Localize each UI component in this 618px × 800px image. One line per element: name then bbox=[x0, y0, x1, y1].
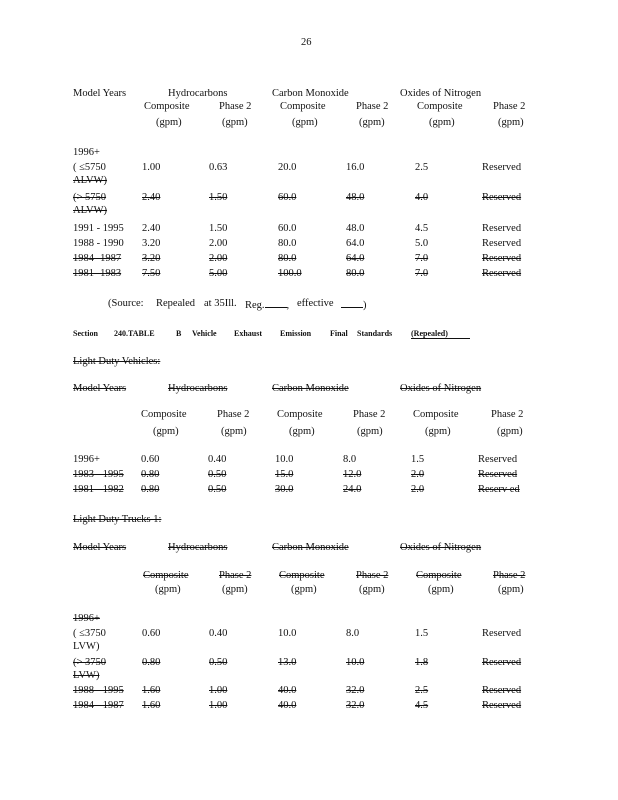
table-cell: Reserv ed bbox=[478, 484, 520, 495]
table-cell: 2.40 bbox=[142, 192, 161, 203]
header-carbon-monoxide: Carbon Monoxide bbox=[272, 88, 349, 99]
section-label: Section bbox=[73, 329, 98, 338]
row-label: 1984 -1987 bbox=[73, 253, 122, 264]
header-phase2: Phase 2 bbox=[493, 570, 526, 581]
table-cell: 10.0 bbox=[278, 628, 297, 639]
table-cell: 40.0 bbox=[278, 700, 297, 711]
table-cell: 0.63 bbox=[209, 162, 228, 173]
table-cell: 0.40 bbox=[209, 628, 228, 639]
table-cell: 3.20 bbox=[142, 253, 161, 264]
header-phase2: Phase 2 bbox=[493, 101, 526, 112]
table-cell: 0.40 bbox=[208, 454, 227, 465]
table-cell: 0.80 bbox=[141, 484, 160, 495]
header-composite: Composite bbox=[280, 101, 326, 112]
table-cell: 1.00 bbox=[209, 685, 228, 696]
table-cell: 1.5 bbox=[415, 628, 429, 639]
section-standards: Standards bbox=[357, 329, 393, 338]
table-cell: 4.5 bbox=[415, 700, 429, 711]
section-final: Final bbox=[330, 329, 348, 338]
blank-line bbox=[265, 298, 287, 308]
header-model-years: Model Years bbox=[73, 88, 127, 99]
table-cell: 8.0 bbox=[343, 454, 357, 465]
ldt-title: Light Duty Trucks 1: bbox=[73, 514, 162, 525]
row-label: 1988 - 1995 bbox=[73, 685, 124, 696]
header-gpm: (gpm) bbox=[289, 426, 315, 437]
header-gpm: (gpm) bbox=[221, 426, 247, 437]
header-gpm: (gpm) bbox=[498, 584, 524, 595]
table-cell: 0.80 bbox=[141, 469, 160, 480]
table-cell: Reserved bbox=[478, 469, 518, 480]
table-cell: 2.5 bbox=[415, 162, 429, 173]
header-hydrocarbons: Hydrocarbons bbox=[168, 542, 228, 553]
table-cell: 1.8 bbox=[415, 657, 429, 668]
section-vehicle: Vehicle bbox=[192, 329, 217, 338]
page-number: 26 bbox=[301, 37, 312, 48]
header-composite: Composite bbox=[143, 570, 189, 581]
row-label: ( ≤3750 bbox=[73, 628, 106, 639]
table-cell: 0.80 bbox=[142, 657, 161, 668]
header-oxides-nitrogen: Oxides of Nitrogen bbox=[400, 88, 482, 99]
header-phase2: Phase 2 bbox=[353, 409, 386, 420]
table-cell: Reserved bbox=[482, 657, 522, 668]
table-cell: 32.0 bbox=[346, 685, 365, 696]
row-label: LVW) bbox=[73, 670, 100, 681]
table-cell: 32.0 bbox=[346, 700, 365, 711]
table-cell: 1.5 bbox=[411, 454, 425, 465]
table-cell: 8.0 bbox=[346, 628, 360, 639]
table-cell: 60.0 bbox=[278, 192, 297, 203]
table-cell: 48.0 bbox=[346, 223, 365, 234]
table-cell: 0.50 bbox=[208, 484, 227, 495]
header-gpm: (gpm) bbox=[359, 584, 385, 595]
table-cell: 4.0 bbox=[415, 192, 429, 203]
table-cell: 100.0 bbox=[278, 268, 302, 279]
row-label: 1981 -1983 bbox=[73, 268, 122, 279]
section-repealed: (Repealed) bbox=[411, 329, 448, 338]
row-label: 1996+ bbox=[73, 454, 100, 465]
table-cell: Reserved bbox=[482, 192, 522, 203]
source-close bbox=[341, 298, 367, 312]
header-gpm: (gpm) bbox=[153, 426, 179, 437]
table-cell: 7.0 bbox=[415, 268, 429, 279]
table-cell: 48.0 bbox=[346, 192, 365, 203]
table-cell: 1.50 bbox=[209, 223, 228, 234]
header-phase2: Phase 2 bbox=[491, 409, 524, 420]
row-label: 1996+ bbox=[73, 147, 100, 158]
header-composite: Composite bbox=[416, 570, 462, 581]
header-gpm: (gpm) bbox=[498, 117, 524, 128]
table-cell: 1.50 bbox=[209, 192, 228, 203]
table-cell: 20.0 bbox=[278, 162, 297, 173]
row-label: 1983 - 1995 bbox=[73, 469, 124, 480]
header-gpm: (gpm) bbox=[155, 584, 181, 595]
table-cell: 2.0 bbox=[411, 469, 425, 480]
header-gpm: (gpm) bbox=[357, 426, 383, 437]
table-cell: 15.0 bbox=[275, 469, 294, 480]
table-cell: Reserved bbox=[482, 238, 522, 249]
header-gpm: (gpm) bbox=[156, 117, 182, 128]
header-gpm: (gpm) bbox=[359, 117, 385, 128]
row-label: 1988 - 1990 bbox=[73, 238, 124, 249]
table-cell: 80.0 bbox=[278, 253, 297, 264]
table-cell: 1.60 bbox=[142, 700, 161, 711]
source-repealed: Repealed bbox=[156, 298, 196, 309]
header-oxides-nitrogen: Oxides of Nitrogen bbox=[400, 542, 482, 553]
table-cell: 1.00 bbox=[209, 700, 228, 711]
blank-line bbox=[341, 298, 363, 308]
header-oxides-nitrogen: Oxides of Nitrogen bbox=[400, 383, 482, 394]
header-phase2: Phase 2 bbox=[356, 101, 389, 112]
header-composite: Composite bbox=[277, 409, 323, 420]
table-cell: 13.0 bbox=[278, 657, 297, 668]
header-composite: Composite bbox=[413, 409, 459, 420]
table-cell: 0.50 bbox=[209, 657, 228, 668]
source-effective: effective bbox=[297, 298, 334, 309]
header-gpm: (gpm) bbox=[222, 584, 248, 595]
source-reg-text: Reg. bbox=[245, 300, 265, 311]
header-composite: Composite bbox=[141, 409, 187, 420]
header-phase2: Phase 2 bbox=[217, 409, 250, 420]
table-cell: 2.00 bbox=[209, 253, 228, 264]
header-phase2: Phase 2 bbox=[219, 101, 252, 112]
section-emission: Emission bbox=[280, 329, 312, 338]
source-at: at 35Ill. bbox=[204, 298, 237, 309]
table-cell: Reserved bbox=[482, 628, 522, 639]
header-model-years: Model Years bbox=[73, 383, 127, 394]
table-cell: 2.5 bbox=[415, 685, 429, 696]
table-cell: 1.00 bbox=[142, 162, 161, 173]
table-cell: 10.0 bbox=[275, 454, 294, 465]
table-cell: Reserved bbox=[482, 700, 522, 711]
row-label: ALVW) bbox=[73, 175, 108, 186]
table-cell: 5.0 bbox=[415, 238, 429, 249]
section-exhaust: Exhaust bbox=[234, 329, 263, 338]
header-carbon-monoxide: Carbon Monoxide bbox=[272, 542, 349, 553]
header-phase2: Phase 2 bbox=[356, 570, 389, 581]
ldv-title: Light Duty Vehicles: bbox=[73, 356, 161, 367]
source-reg: Reg. , bbox=[245, 300, 290, 311]
table-cell: Reserved bbox=[482, 223, 522, 234]
table-cell: 30.0 bbox=[275, 484, 294, 495]
table-cell: Reserved bbox=[478, 454, 518, 465]
header-gpm: (gpm) bbox=[428, 584, 454, 595]
table-cell: 3.20 bbox=[142, 238, 161, 249]
table-cell: 12.0 bbox=[343, 469, 362, 480]
header-composite: Composite bbox=[279, 570, 325, 581]
table-cell: 40.0 bbox=[278, 685, 297, 696]
table-cell: 2.0 bbox=[411, 484, 425, 495]
header-composite: Composite bbox=[417, 101, 463, 112]
row-label: LVW) bbox=[73, 641, 100, 652]
table-cell: 80.0 bbox=[278, 238, 297, 249]
table-cell: 2.40 bbox=[142, 223, 161, 234]
header-hydrocarbons: Hydrocarbons bbox=[168, 383, 228, 394]
table-cell: 7.0 bbox=[415, 253, 429, 264]
table-cell: 24.0 bbox=[343, 484, 362, 495]
underline bbox=[411, 338, 470, 339]
header-carbon-monoxide: Carbon Monoxide bbox=[272, 383, 349, 394]
row-label: (> 3750 bbox=[73, 657, 107, 668]
table-cell: 64.0 bbox=[346, 238, 365, 249]
section-b: B bbox=[176, 329, 182, 338]
table-cell: 0.60 bbox=[142, 628, 161, 639]
table-cell: 2.00 bbox=[209, 238, 228, 249]
header-gpm: (gpm) bbox=[292, 117, 318, 128]
source-open: (Source: bbox=[108, 298, 144, 309]
row-label: 1981 - 1982 bbox=[73, 484, 124, 495]
header-gpm: (gpm) bbox=[429, 117, 455, 128]
table-cell: 7.50 bbox=[142, 268, 161, 279]
row-label: 1984 - 1987 bbox=[73, 700, 124, 711]
header-gpm: (gpm) bbox=[425, 426, 451, 437]
header-gpm: (gpm) bbox=[497, 426, 523, 437]
source-close-text: ) bbox=[363, 300, 367, 311]
header-gpm: (gpm) bbox=[222, 117, 248, 128]
table-cell: 0.50 bbox=[208, 469, 227, 480]
row-label: 1991 - 1995 bbox=[73, 223, 124, 234]
table-cell: Reserved bbox=[482, 162, 522, 173]
row-label: ( ≤5750 bbox=[73, 162, 106, 173]
header-hydrocarbons: Hydrocarbons bbox=[168, 88, 228, 99]
header-phase2: Phase 2 bbox=[219, 570, 252, 581]
row-label: ALVW) bbox=[73, 205, 108, 216]
row-label: (> 5750 bbox=[73, 192, 107, 203]
table-cell: 1.60 bbox=[142, 685, 161, 696]
table-cell: 4.5 bbox=[415, 223, 429, 234]
table-cell: 60.0 bbox=[278, 223, 297, 234]
header-composite: Composite bbox=[144, 101, 190, 112]
header-model-years: Model Years bbox=[73, 542, 127, 553]
table-cell: 64.0 bbox=[346, 253, 365, 264]
table-cell: 5.00 bbox=[209, 268, 228, 279]
header-gpm: (gpm) bbox=[291, 584, 317, 595]
table-cell: 0.60 bbox=[141, 454, 160, 465]
section-table: 240.TABLE bbox=[114, 329, 155, 338]
table-cell: 16.0 bbox=[346, 162, 365, 173]
table-cell: Reserved bbox=[482, 685, 522, 696]
table-cell: 10.0 bbox=[346, 657, 365, 668]
table-cell: 80.0 bbox=[346, 268, 365, 279]
table-cell: Reserved bbox=[482, 268, 522, 279]
table-cell: Reserved bbox=[482, 253, 522, 264]
row-label: 1996+ bbox=[73, 613, 100, 624]
